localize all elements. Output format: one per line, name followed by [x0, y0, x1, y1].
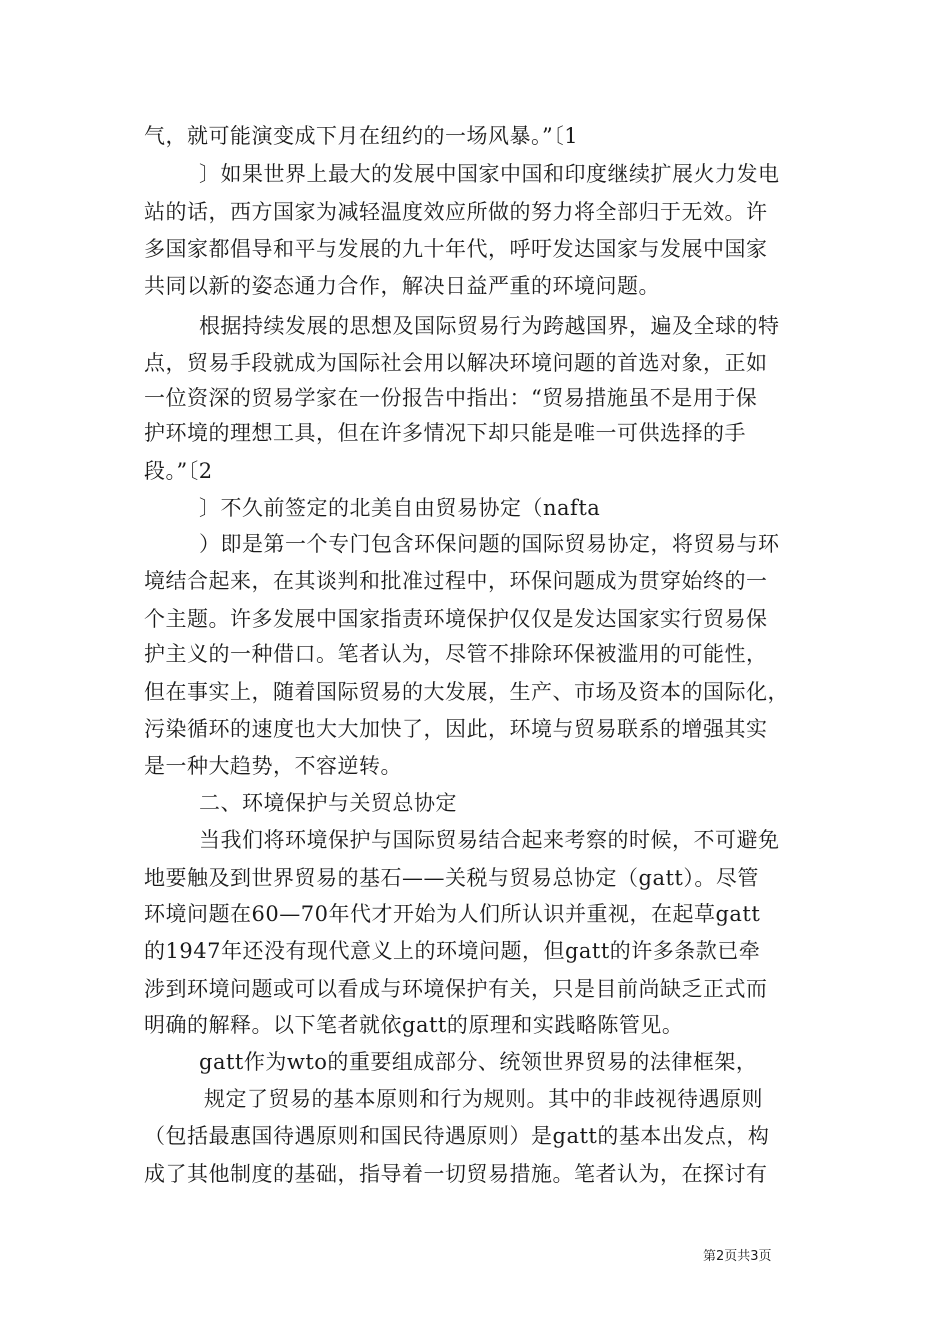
text-line: gatt作为wto的重要组成部分、统领世界贸易的法律框架，: [199, 1050, 758, 1074]
text-line: 〕不久前签定的北美自由贸易协定（nafta: [199, 496, 601, 520]
text-line: 但在事实上，随着国际贸易的大发展，生产、市场及资本的国际化，: [144, 680, 789, 704]
text-line: 点，贸易手段就成为国际社会用以解决环境问题的首选对象，正如: [144, 351, 768, 375]
text-line: 多国家都倡导和平与发展的九十年代，呼吁发达国家与发展中国家: [144, 237, 768, 261]
text-line: 一位资深的贸易学家在一份报告中指出：“贸易措施虽不是用于保: [144, 386, 758, 410]
text-line: 个主题。许多发展中国家指责环境保护仅仅是发达国家实行贸易保: [144, 607, 768, 631]
text-line: 共同以新的姿态通力合作，解决日益严重的环境问题。: [144, 274, 660, 298]
text-line: 涉到环境问题或可以看成与环境保护有关，只是目前尚缺乏正式而: [144, 977, 768, 1001]
text-line: （包括最惠国待遇原则和国民待遇原则）是gatt的基本出发点，构: [144, 1124, 770, 1148]
text-line: 当我们将环境保护与国际贸易结合起来考察的时候，不可避免: [199, 828, 780, 852]
text-line: 〕如果世界上最大的发展中国家中国和印度继续扩展火力发电: [199, 162, 780, 186]
text-line: 段。”〔2: [144, 459, 213, 483]
page-number: 第2页共3页: [703, 1249, 772, 1264]
text-line: 护环境的理想工具，但在许多情况下却只能是唯一可供选择的手: [144, 421, 746, 445]
text-line: 是一种大趋势，不容逆转。: [144, 754, 402, 778]
text-line: 的1947年还没有现代意义上的环境问题，但gatt的许多条款已牵: [144, 939, 761, 963]
text-line: 气，就可能演变成下月在纽约的一场风暴。”〔1: [144, 124, 579, 148]
text-line: 环境问题在60—70年代才开始为人们所认识并重视，在起草gatt: [144, 902, 761, 926]
text-line: ）即是第一个专门包含环保问题的国际贸易协定，将贸易与环: [199, 532, 780, 556]
text-line: 成了其他制度的基础，指导着一切贸易措施。笔者认为，在探讨有: [144, 1162, 768, 1186]
text-line: 根据持续发展的思想及国际贸易行为跨越国界，遍及全球的特: [199, 314, 780, 338]
text-line: 污染循环的速度也大大加快了，因此，环境与贸易联系的增强其实: [144, 717, 768, 741]
text-line: 境结合起来，在其谈判和批准过程中，环保问题成为贯穿始终的一: [144, 569, 768, 593]
section-heading: 二、环境保护与关贸总协定: [199, 791, 457, 815]
text-line: 护主义的一种借口。笔者认为，尽管不排除环保被滥用的可能性，: [144, 642, 768, 666]
text-line: 规定了贸易的基本原则和行为规则。其中的非歧视待遇原则: [204, 1087, 763, 1111]
text-line: 站的话，西方国家为减轻温度效应所做的努力将全部归于无效。许: [144, 200, 768, 224]
text-line: 明确的解释。以下笔者就依gatt的原理和实践略陈管见。: [144, 1013, 684, 1037]
text-line: 地要触及到世界贸易的基石——关税与贸易总协定（gatt）。尽管: [144, 866, 759, 890]
